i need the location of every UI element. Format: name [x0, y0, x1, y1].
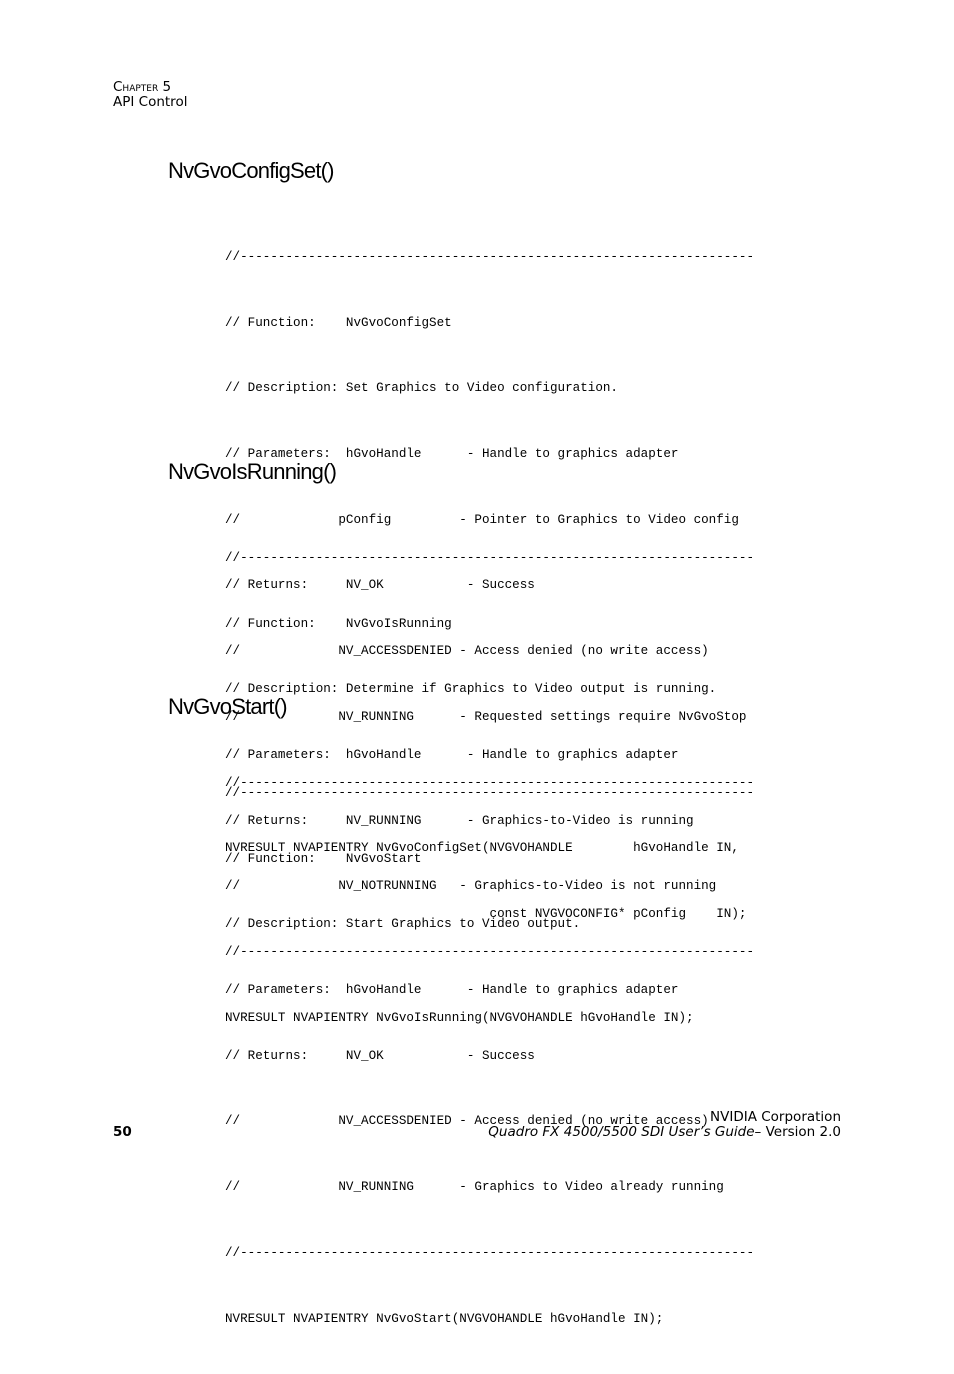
- footer-version: – Version 2.0: [754, 1124, 841, 1140]
- code-block: [225, 739, 754, 1374]
- code-line: NVRESULT NVAPIENTRY NvGvoConfigSet(NVGVOHANDLE hGvoHandle IN,: [225, 841, 739, 856]
- code-line: // Description: Start Graphics to Video output.: [225, 917, 581, 932]
- code-line: // Description: Set Graphics to Video configuration.: [225, 381, 618, 396]
- code-line: // NV_NOTRUNNING - Graphics-to-Video is not running: [225, 879, 717, 894]
- chapter-section-label: API Control: [113, 94, 188, 110]
- code-line: // Function: NvGvoStart: [225, 851, 422, 866]
- code-line: // pConfig - Pointer to Graphics to Video config: [225, 512, 739, 527]
- code-line: // Returns: NV_OK - Success: [225, 1048, 535, 1063]
- code-line: // Parameters: hGvoHandle - Handle to graphics adapter: [225, 446, 679, 461]
- code-line: // Returns: NV_RUNNING - Graphics-to-Video is running: [225, 813, 694, 828]
- code-line: // Description: Determine if Graphics to Video output is running.: [225, 682, 717, 697]
- code-line: //--------------------------------------------------------------------: [225, 945, 755, 960]
- chapter-label: Chapter 5: [113, 79, 172, 95]
- code-line: // NV_ACCESSDENIED - Access denied (no write access): [225, 644, 709, 659]
- footer-company: NVIDIA Corporation: [710, 1109, 841, 1125]
- code-line: //--------------------------------------------------------------------: [225, 785, 755, 800]
- code-line: // Function: NvGvoIsRunning: [225, 616, 452, 631]
- code-line: //--------------------------------------------------------------------: [225, 775, 755, 790]
- code-line: //--------------------------------------------------------------------: [225, 550, 755, 565]
- code-line: NVRESULT NVAPIENTRY NvGvoStart(NVGVOHANDLE hGvoHandle IN);: [225, 1311, 664, 1326]
- code-line: NVRESULT NVAPIENTRY NvGvoIsRunning(NVGVOHANDLE hGvoHandle IN);: [225, 1010, 694, 1025]
- footer-guide-title: Quadro FX 4500/5500 SDI User’s Guide: [488, 1124, 755, 1140]
- code-line: // Returns: NV_OK - Success: [225, 578, 535, 593]
- footer: [488, 1110, 841, 1140]
- section-title: NvGvoStart(): [168, 694, 287, 719]
- running-header: [113, 80, 187, 110]
- page-number: 50: [113, 1124, 132, 1140]
- section-title: NvGvoConfigSet(): [168, 158, 334, 183]
- code-line: //--------------------------------------------------------------------: [225, 249, 755, 264]
- section-title: NvGvoIsRunning(): [168, 459, 337, 484]
- code-line: // NV_ACCESSDENIED - Access denied (no write access): [225, 1114, 709, 1129]
- section-nvgvostart: [168, 694, 754, 1374]
- code-line: // Function: NvGvoConfigSet: [225, 315, 452, 330]
- code-line: //--------------------------------------------------------------------: [225, 1245, 755, 1260]
- code-line: // NV_RUNNING - Graphics to Video already running: [225, 1180, 724, 1195]
- code-line: // Parameters: hGvoHandle - Handle to graphics adapter: [225, 982, 679, 997]
- code-line: // Parameters: hGvoHandle - Handle to graphics adapter: [225, 747, 679, 762]
- code-line: const NVGVOCONFIG* pConfig IN);: [225, 907, 747, 921]
- code-line: // NV_RUNNING - Requested settings require NvGvoStop: [225, 709, 747, 724]
